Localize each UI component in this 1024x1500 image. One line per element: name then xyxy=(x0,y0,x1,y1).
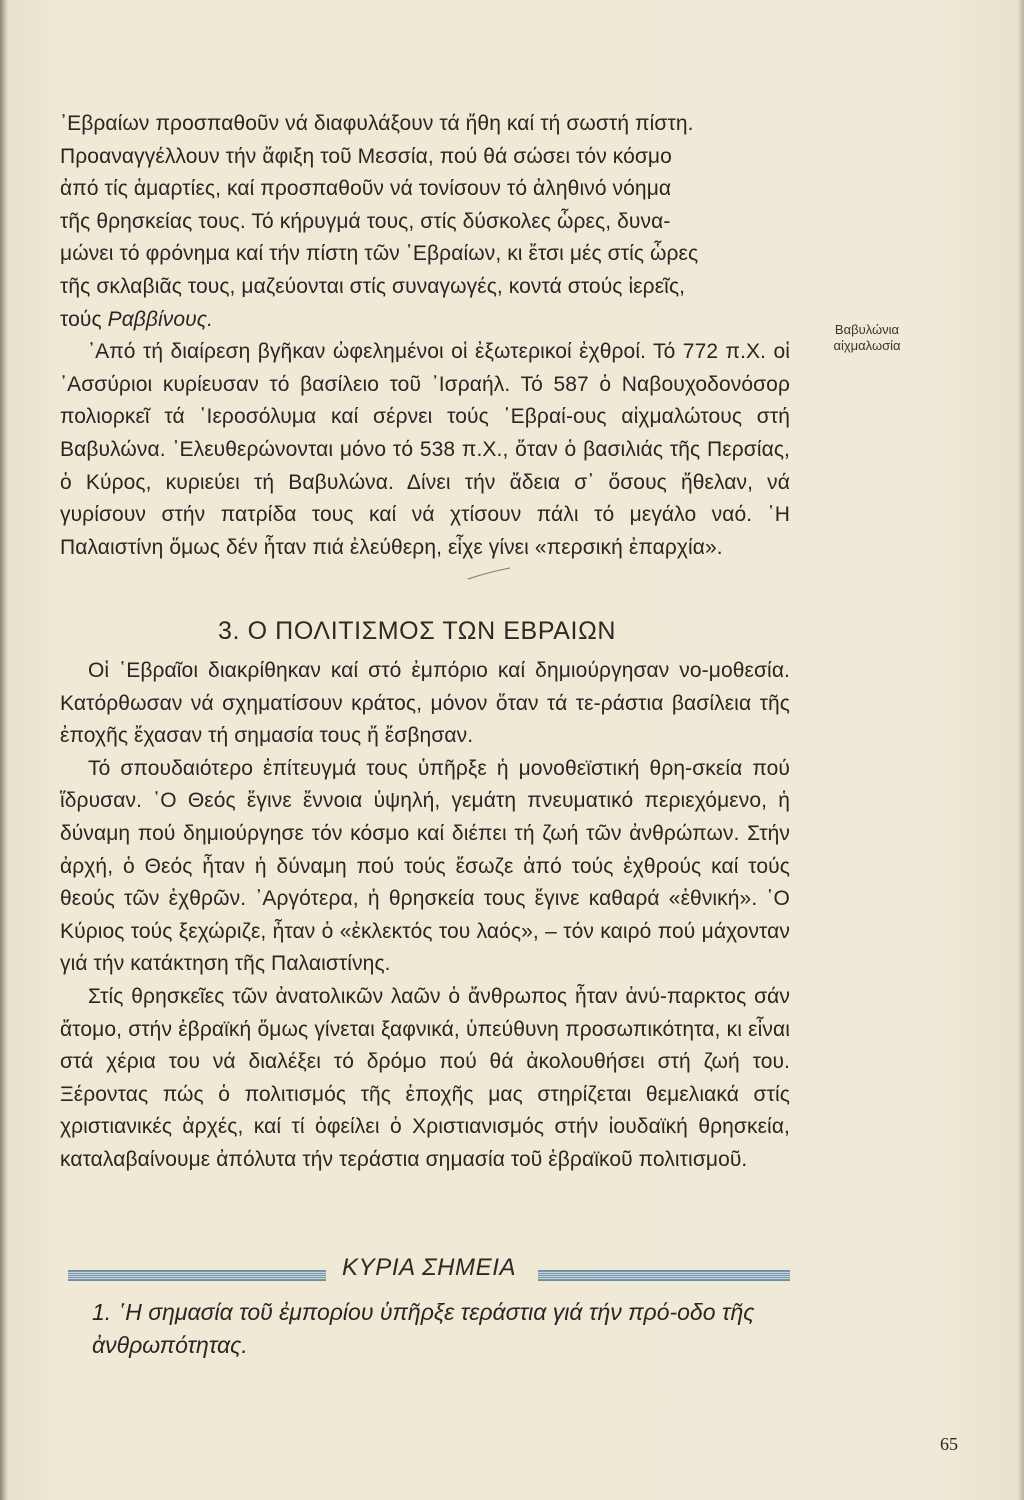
divider-rule-left xyxy=(68,1270,326,1281)
key-points-divider xyxy=(60,1254,790,1292)
margin-note-babylonian-captivity: Βαβυλώνια αἰχμαλωσία xyxy=(833,322,901,353)
key-points-title: ΚΥΡΙΑ ΣΗΜΕΙΑ xyxy=(342,1254,517,1281)
rabbis-prefix: τούς xyxy=(60,307,108,331)
line-7 xyxy=(60,304,790,337)
section-body xyxy=(60,655,790,1177)
page-number: 65 xyxy=(940,1434,958,1454)
section-heading: 3. Ο ΠΟΛΙΤΙΣΜΟΣ ΤΩΝ ΕΒΡΑΙΩΝ xyxy=(218,617,617,645)
line-3: ἀπό τίς ἁμαρτίες, καί προσπαθοῦν νά τονίσουν τό ἀληθινό νόημα xyxy=(60,177,672,201)
section-paragraph-2: Τό σπουδαιότερο ἐπίτευγμά τους ὑπῆρξε ἡ μονοθεϊστική θρη-σκεία πού ἵδρυσαν. ῾Ο Θεός ἔγινε ἔννοια ὑψηλή, γεμάτη πνευματικό περιεχόμενο, ἡ δύναμη πού δημιούργησε τόν κόσμο καί διέπει τή ζωή τῶν ἀνθρώπων. Στήν ἀρχή, ὁ Θεός ἦταν ἡ δύναμη πού τούς ἔσωζε ἀπό τούς ἐχθρούς καί τούς θεούς τῶν ἐχθρῶν. ᾿Αργότερα, ἡ θρησκεία τους ἔγινε καθαρά «ἐθνική». ῾Ο Κύριος τούς ξεχώριζε, ἦταν ὁ «ἐκλεκτός του λαός», – τόν καιρό πού μάχονταν γιά τήν κατάκτηση τῆς Παλαιστίνης. xyxy=(60,756,790,976)
key-point-1: 1. ῾Η σημασία τοῦ ἐμπορίου ὑπῆρξε τεράστια γιά τήν πρό-οδο τῆς ἀνθρωπότητας. xyxy=(92,1299,755,1358)
page-edge-shadow xyxy=(1018,0,1024,1500)
paragraph-captivity: ᾿Από τή διαίρεση βγῆκαν ὠφελημένοι οἱ ἐξωτερικοί ἐχθροί. Τό 772 π.Χ. οἱ ᾿Ασσύριοι κυρίευσαν τό βασίλειο τοῦ ᾿Ισραήλ. Τό 587 ὁ Ναβουχοδονόσορ πολιορκεῖ τά ῾Ιεροσόλυμα καί σέρνει τούς ῾Εβραί-ους αἰχμαλώτους στή Βαβυλώνα. ᾿Ελευθερώνονται μόνο τό 538 π.Χ., ὅταν ὁ βασιλιάς τῆς Περσίας, ὁ Κύρος, κυριεύει τή Βαβυλώνα. Δίνει τήν ἄδεια σ᾿ ὅσους ἤθελαν, νά γυρίσουν στήν πατρίδα τους καί νά χτίσουν πάλι τό μεγάλο ναό. ῾Η Παλαιστίνη ὅμως δέν ἦταν πιά ἐλεύθερη, εἶχε γίνει «περσική ἐπαρχία». xyxy=(60,340,790,559)
divider-rule-right xyxy=(538,1270,790,1281)
body-text-top xyxy=(60,108,790,564)
binding-shadow xyxy=(0,0,8,1500)
line-5: μώνει τό φρόνημα καί τήν πίστη τῶν ῾Εβραίων, κι ἔτσι μές στίς ὧρες xyxy=(60,242,699,266)
section-paragraph-1: Οἱ ῾Εβραῖοι διακρίθηκαν καί στό ἐμπόριο καί δημιούργησαν νο-μοθεσία. Κατόρθωσαν νά σχηματίσουν κράτος, μόνον ὅταν τά τε-ράστια βασίλεια τῆς ἐποχῆς ἔχασαν τή σημασία τους ἤ ἔσβησαν. xyxy=(60,659,790,748)
line-2: Προαναγγέλλουν τήν ἄφιξη τοῦ Μεσσία, πού θά σώσει τόν κόσμο xyxy=(60,144,672,168)
line-1: ᾿Εβραίων προσπαθοῦν νά διαφυλάξουν τά ἤθη καί τή σωστή πίστη. xyxy=(60,112,694,135)
line-4: τῆς θρησκείας τους. Τό κήρυγμά τους, στίς δύσκολες ὧρες, δυνα- xyxy=(60,209,671,233)
rabbis-term: Ραββίνους. xyxy=(107,307,214,331)
pencil-mark-icon xyxy=(466,566,512,582)
section-paragraph-3: Στίς θρησκεῖες τῶν ἀνατολικῶν λαῶν ὁ ἄνθρωπος ἦταν ἀνύ-παρκτος σάν ἄτομο, στήν ἑβραϊκή ὅμως γίνεται ξαφνικά, ὑπεύθυνη προσωπικότητα, κι εἶναι στά χέρια του νά διαλέξει τό δρόμο πού θά ἀκολουθήσει στή ζωή του. Ξέροντας πώς ὁ πολιτισμός τῆς ἐποχῆς μας στηρίζεται θεμελιακά στίς χριστιανικές ἀρχές, καί τί ὀφείλει ὁ Χριστιανισμός στήν ἰουδαϊκή θρησκεία, καταλαβαίνουμε ἀπόλυτα τήν τεράστια σημασία τοῦ ἑβραϊκοῦ πολιτισμοῦ. xyxy=(60,984,790,1171)
line-6: τῆς σκλαβιᾶς τους, μαζεύονται στίς συναγωγές, κοντά στούς ἱερεῖς, xyxy=(60,274,686,298)
